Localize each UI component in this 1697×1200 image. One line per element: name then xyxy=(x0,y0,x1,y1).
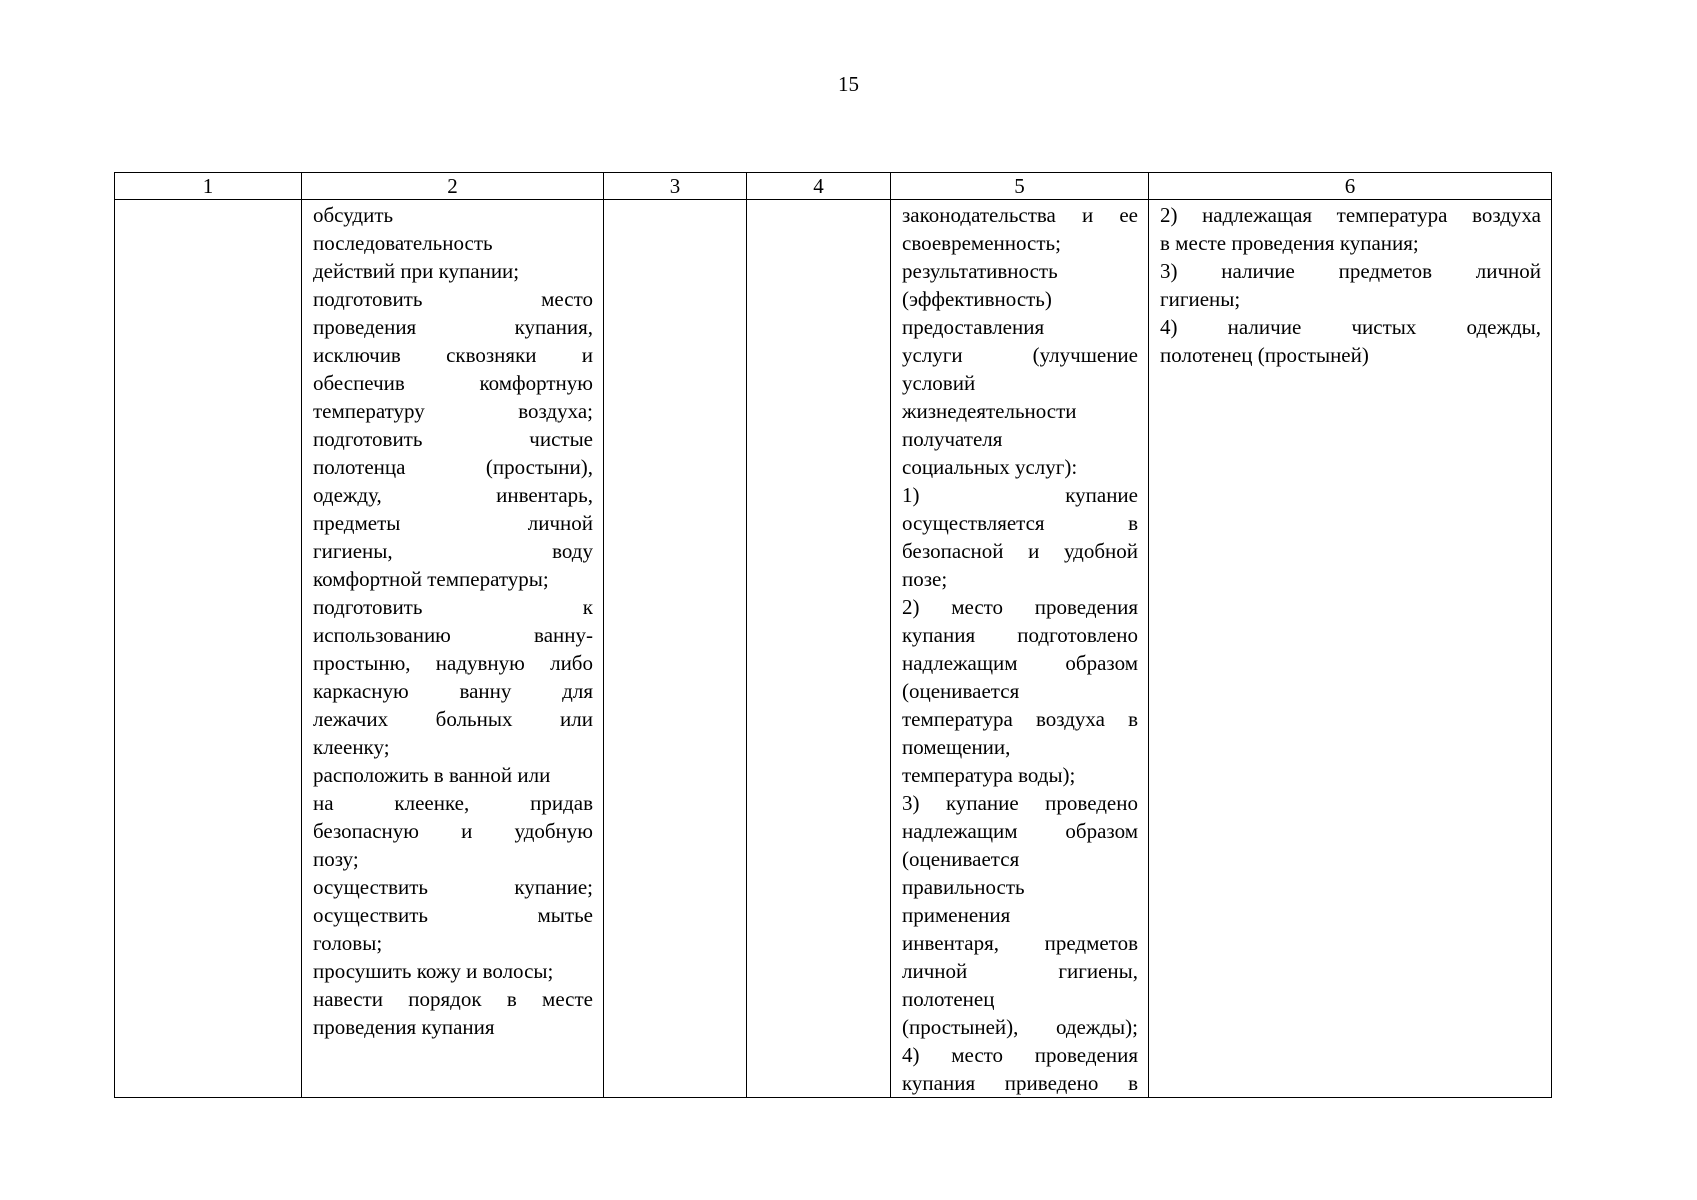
text-line: навести порядок в месте xyxy=(313,987,593,1011)
content-table xyxy=(114,172,1552,1098)
text-line: правильность xyxy=(902,875,1025,899)
text-line: комфортной температуры; xyxy=(313,567,549,591)
text-line: купания подготовлено xyxy=(902,623,1138,647)
text-line: осуществляется в xyxy=(902,511,1138,535)
column-header-2: 2 xyxy=(302,173,604,200)
text-line: каркасную ванну для xyxy=(313,679,593,703)
text-line: жизнедеятельности xyxy=(902,399,1077,423)
text-line: лежачих больных или xyxy=(313,707,593,731)
text-line: предметы личной xyxy=(313,511,593,535)
text-line: подготовить место xyxy=(313,287,593,311)
text-line: применения xyxy=(902,903,1011,927)
cell-col-2 xyxy=(302,200,604,1098)
cell-col-6 xyxy=(1149,200,1552,1098)
text-line: законодательства и ее xyxy=(902,203,1138,227)
text-line: своевременность; xyxy=(902,231,1061,255)
column-header-3: 3 xyxy=(604,173,747,200)
text-line: 2) место проведения xyxy=(902,595,1138,619)
text-line: получателя xyxy=(902,427,1003,451)
conditions-text xyxy=(1149,200,1551,369)
text-line: проведения купания xyxy=(313,1015,495,1039)
text-line: помещении, xyxy=(902,735,1011,759)
table-row xyxy=(115,200,1552,1098)
text-line: использованию ванну- xyxy=(313,623,593,647)
column-header-5: 5 xyxy=(891,173,1149,200)
text-line: услуги (улучшение xyxy=(902,343,1138,367)
text-line: результативность xyxy=(902,259,1058,283)
text-line: температура воздуха в xyxy=(902,707,1138,731)
text-line: полотенца (простыни), xyxy=(313,455,593,479)
text-line: (эффективность) xyxy=(902,287,1052,311)
text-line: на клеенке, придав xyxy=(313,791,593,815)
column-header-1: 1 xyxy=(115,173,302,200)
cell-col-5 xyxy=(891,200,1149,1098)
text-line: подготовить к xyxy=(313,595,593,619)
cell-col-1 xyxy=(115,200,302,1098)
text-line: клеенку; xyxy=(313,735,390,759)
column-header-4: 4 xyxy=(747,173,891,200)
text-line: 3) наличие предметов личной xyxy=(1160,259,1541,283)
text-line: простыню, надувную либо xyxy=(313,651,593,675)
header-row xyxy=(115,173,1552,200)
text-line: проведения купания, xyxy=(313,315,593,339)
text-line: безопасной и удобной xyxy=(902,539,1138,563)
text-line: надлежащим образом xyxy=(902,651,1138,675)
text-line: предоставления xyxy=(902,315,1045,339)
text-line: 1) купание xyxy=(902,483,1138,507)
text-line: (оценивается xyxy=(902,679,1020,703)
text-line: обеспечив комфортную xyxy=(313,371,593,395)
quality-criteria-text xyxy=(891,200,1148,1097)
text-line: (простыней), одежды); xyxy=(902,1015,1138,1039)
page-number: 15 xyxy=(838,72,859,96)
column-header-6: 6 xyxy=(1149,173,1552,200)
text-line: осуществить мытье xyxy=(313,903,593,927)
cell-col-4 xyxy=(747,200,891,1098)
text-line: социальных услуг): xyxy=(902,455,1078,479)
text-line: одежду, инвентарь, xyxy=(313,483,593,507)
text-line: 4) место проведения xyxy=(902,1043,1138,1067)
text-line: исключив сквозняки и xyxy=(313,343,593,367)
text-line: инвентаря, предметов xyxy=(902,931,1138,955)
text-line: позе; xyxy=(902,567,948,591)
text-line: надлежащим образом xyxy=(902,819,1138,843)
text-line: подготовить чистые xyxy=(313,427,593,451)
text-line: условий xyxy=(902,371,976,395)
text-line: (оценивается xyxy=(902,847,1020,871)
text-line: гигиены, воду xyxy=(313,539,593,563)
text-line: 4) наличие чистых одежды, xyxy=(1160,315,1541,339)
text-line: последовательность xyxy=(313,231,493,255)
text-line: действий при купании; xyxy=(313,259,520,283)
text-line: расположить в ванной или xyxy=(313,763,551,787)
text-line: головы; xyxy=(313,931,383,955)
text-line: 2) надлежащая температура воздуха xyxy=(1160,203,1541,227)
text-line: позу; xyxy=(313,847,359,871)
text-line: полотенец xyxy=(902,987,995,1011)
text-line: обсудить xyxy=(313,203,394,227)
text-line: купания приведено в xyxy=(902,1071,1138,1095)
procedure-steps-text xyxy=(302,200,603,1041)
text-line: осуществить купание; xyxy=(313,875,593,899)
text-line: температура воды); xyxy=(902,763,1076,787)
text-line: личной гигиены, xyxy=(902,959,1138,983)
cell-col-3 xyxy=(604,200,747,1098)
text-line: в месте проведения купания; xyxy=(1160,231,1419,255)
text-line: 3) купание проведено xyxy=(902,791,1138,815)
text-line: полотенец (простыней) xyxy=(1160,343,1369,367)
text-line: безопасную и удобную xyxy=(313,819,593,843)
text-line: просушить кожу и волосы; xyxy=(313,959,554,983)
text-line: гигиены; xyxy=(1160,287,1241,311)
text-line: температуру воздуха; xyxy=(313,399,593,423)
